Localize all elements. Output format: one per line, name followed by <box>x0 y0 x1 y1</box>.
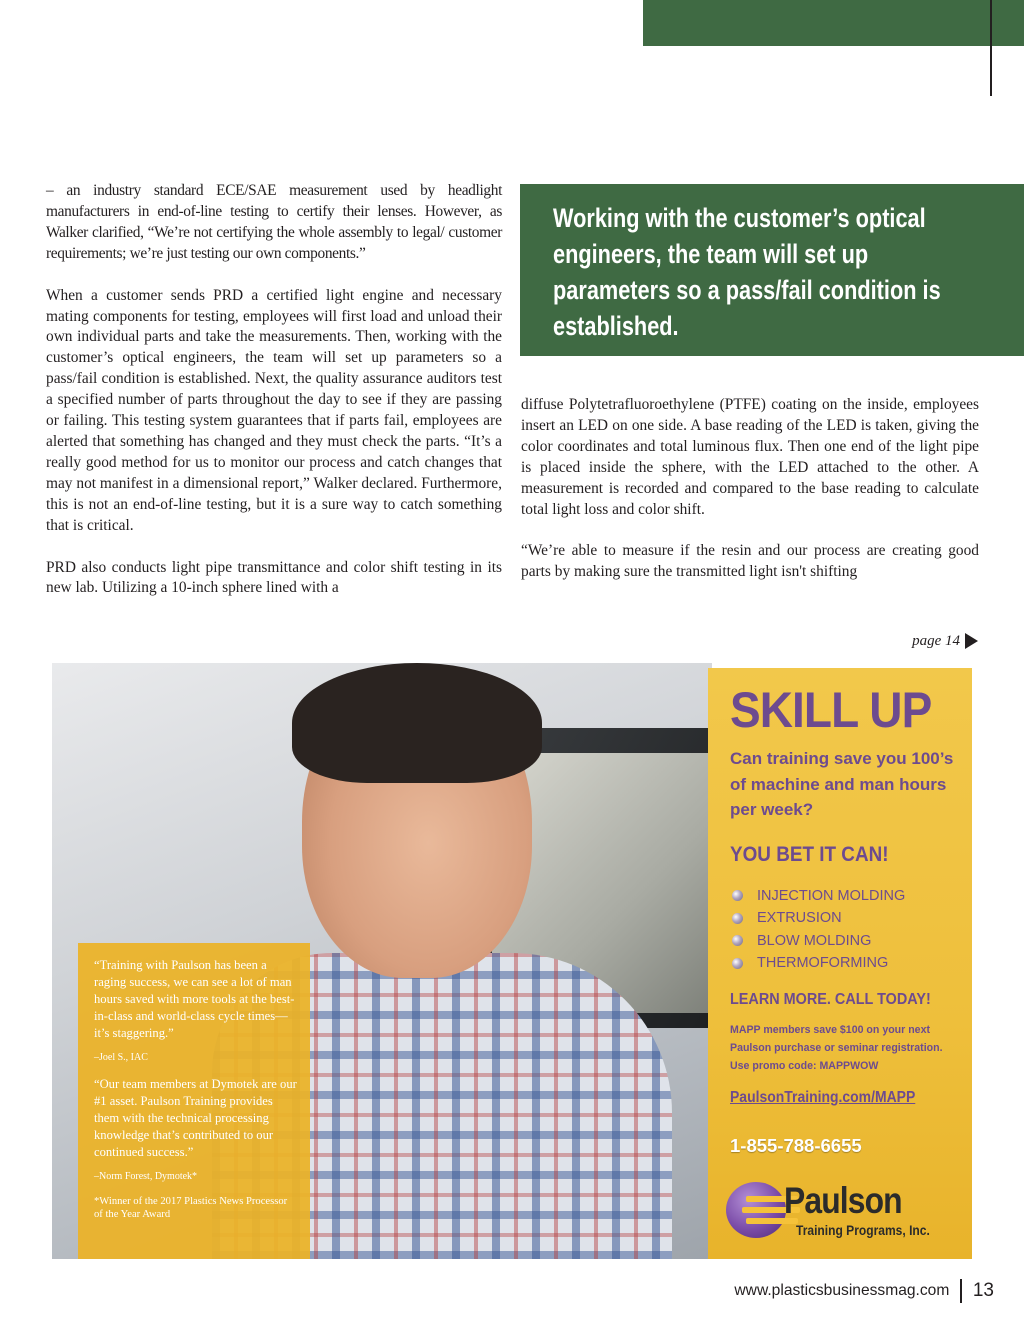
ad-url-link[interactable]: PaulsonTraining.com/MAPP <box>730 1088 916 1106</box>
article-paragraph: PRD also conducts light pipe transmittance and color shift testing in its new lab. Utilizing a 10-inch sphere lined with a <box>46 558 502 597</box>
testimonial-attribution: –Joel S., IAC <box>94 1052 148 1063</box>
arrow-right-icon <box>965 633 978 649</box>
article-right-column <box>521 395 979 604</box>
continued-label: page 14 <box>912 632 960 649</box>
pull-quote-line: parameters so a pass/fail condition is <box>553 275 941 305</box>
promo-line: MAPP members save $100 on your next <box>730 1023 930 1036</box>
promo-text <box>730 1021 972 1075</box>
logo-wordmark: Paulson <box>784 1180 902 1221</box>
testimonial-quote: “Training with Paulson has been a raging success, we can see a lot of man hours saved with more tools at the best-in-class and world-class cycle times—it’s staggering.” <box>94 958 295 1040</box>
award-note: *Winner of the 2017 Plastics News Processor of the Year Award <box>94 1196 288 1220</box>
paulson-advertisement[interactable] <box>52 663 972 1259</box>
footer-separator <box>960 1279 962 1303</box>
page-number: 13 <box>972 1280 994 1301</box>
article-paragraph: – an industry standard ECE/SAE measurement used by headlight manufacturers in end-of-line testing to certify their lenses. However, as Walker clarified, “We’re not certifying the whole assembly to legal/ customer requirements; we’re just testing our own components.” <box>46 182 502 262</box>
service-label: EXTRUSION <box>757 910 842 927</box>
pull-quote-line: established. <box>553 311 679 341</box>
promo-line: Use promo code: MAPPWOW <box>730 1059 879 1072</box>
testimonial-quote: “Our team members at Dymotek are our #1 asset. Paulson Training provides them with the technical processing knowledge that’s contributed to our continued success.” <box>94 1077 297 1159</box>
corner-rule <box>990 0 992 96</box>
service-label: INJECTION MOLDING <box>757 887 906 904</box>
bullet-icon <box>732 913 743 924</box>
logo-subtitle: Training Programs, Inc. <box>796 1222 930 1238</box>
bullet-icon <box>732 958 743 969</box>
service-item <box>730 885 972 908</box>
pull-quote-line: engineers, the team will set up <box>553 239 869 269</box>
article-left-column <box>46 181 502 620</box>
article-paragraph: When a customer sends PRD a certified light engine and necessary mating components for testing, employees will first load and unload their own individual parts and take the measurements. Then, working with the customer’s optical engineers, the team will set up parameters so a pass/fail condition is established. Next, the quality assurance auditors test a specified number of parts throughout the day to see if they are passing or failing. This testing system guarantees that if parts fail, employees are alerted that something has changed and they must check the parts. “It’s a really good method for us to monitor our process and catch changes that may not manifest in a dimensional report,” Walker declared. Furthermore, this is not an end-of-line testing, but it is a sure way to catch something that is critical. <box>46 286 502 534</box>
ad-info-panel <box>708 668 972 1259</box>
page-footer <box>600 1276 994 1306</box>
corner-accent-tab <box>643 0 1024 46</box>
ad-question: Can training save you 100’s of machine and man hours per week? <box>730 749 954 819</box>
ad-answer: YOU BET IT CAN! <box>730 842 889 866</box>
service-item <box>730 907 972 930</box>
paulson-logo <box>726 1180 966 1246</box>
service-item <box>730 930 972 953</box>
service-item <box>730 952 972 975</box>
article-paragraph: “We’re able to measure if the resin and our process are creating good parts by making sure the transmitted light isn't shifting <box>521 542 979 581</box>
promo-line: Paulson purchase or seminar registration. <box>730 1041 943 1054</box>
services-list <box>730 885 972 975</box>
ad-headline: SKILL UP <box>730 682 932 738</box>
person-hair-shape <box>292 663 542 783</box>
article-paragraph: diffuse Polytetrafluoroethylene (PTFE) coating on the inside, employees insert an LED on one side. A base reading of the LED is taken, giving the color coordinates and total luminous flux. Then one end of the light pipe is placed inside the sphere, with the LED attached to the other. A measurement is recorded and compared to the base reading to calculate total light loss and color shift. <box>521 396 979 518</box>
bullet-icon <box>732 935 743 946</box>
ad-cta: LEARN MORE. CALL TODAY! <box>730 990 931 1008</box>
footer-website[interactable]: www.plasticsbusinessmag.com <box>734 1282 950 1299</box>
pull-quote-line: Working with the customer’s optical <box>553 203 926 233</box>
service-label: BLOW MOLDING <box>757 932 872 949</box>
pull-quote <box>520 184 1024 356</box>
testimonial-attribution: –Norm Forest, Dymotek* <box>94 1171 198 1182</box>
ad-phone-number[interactable]: 1-855-788-6655 <box>730 1134 862 1156</box>
service-label: THERMOFORMING <box>757 955 889 972</box>
testimonial-box <box>78 943 310 1259</box>
bullet-icon <box>732 890 743 901</box>
continued-on-link[interactable] <box>880 630 978 652</box>
